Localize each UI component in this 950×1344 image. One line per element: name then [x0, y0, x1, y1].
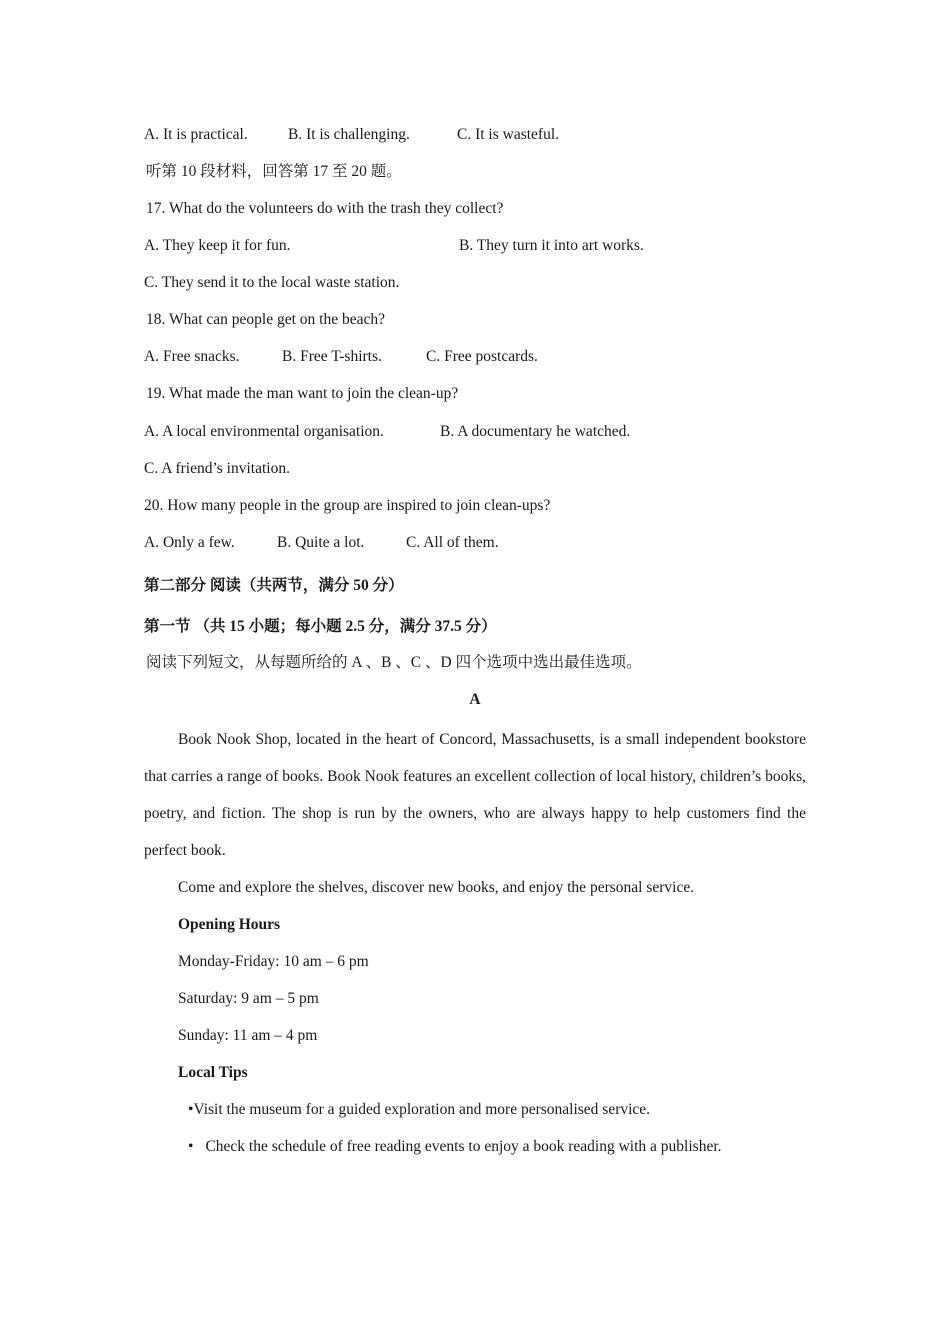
- reading-instruction: 阅读下列短文，从每题所给的 A 、B 、C 、D 四个选项中选出最佳选项。: [146, 654, 642, 671]
- passage-paragraph-1-text: Book Nook Shop, located in the heart of Concord, Massachusetts, is a small independent bookstore that carries a range of books. Book Nook features an excellent collection of local history, children’s books, poetry, and fiction. The shop is run by the owners, who are always happy to help customers find the perfect book.: [144, 731, 806, 859]
- part2-title: 第二部分 阅读（共两节，满分 50 分）: [144, 577, 404, 594]
- tip-item-2: [188, 1137, 722, 1157]
- q19-question: 19. What made the man want to join the clean-up?: [146, 385, 459, 402]
- hours-weekday: Monday-Friday: 10 am – 6 pm: [178, 953, 369, 970]
- q18-option-a: A. Free snacks.: [144, 348, 240, 365]
- hours-sunday: Sunday: 11 am – 4 pm: [178, 1027, 318, 1044]
- q17-option-c: C. They send it to the local waste station.: [144, 274, 400, 291]
- q18-option-b: B. Free T-shirts.: [282, 348, 382, 365]
- bullet-icon: •: [188, 1138, 194, 1155]
- q16-option-a: A. It is practical.: [144, 126, 248, 143]
- q18-option-c: C. Free postcards.: [426, 348, 538, 365]
- q17-option-b: B. They turn it into art works.: [459, 237, 644, 254]
- q19-option-c: C. A friend’s invitation.: [144, 460, 290, 477]
- q19-option-b: B. A documentary he watched.: [440, 423, 631, 440]
- opening-hours-heading: Opening Hours: [178, 916, 281, 933]
- passage-paragraph-1: [144, 721, 806, 869]
- tip-item-1: [188, 1100, 650, 1120]
- q16-option-b: B. It is challenging.: [288, 126, 410, 143]
- q19-option-a: A. A local environmental organisation.: [144, 423, 384, 440]
- passage-label: A: [469, 691, 481, 708]
- q20-option-a: A. Only a few.: [144, 534, 235, 551]
- hours-saturday: Saturday: 9 am – 5 pm: [178, 990, 319, 1007]
- tip-text-2: Check the schedule of free reading events to enjoy a book reading with a publisher.: [205, 1138, 722, 1155]
- bullet-icon: •: [188, 1101, 194, 1118]
- q16-option-c: C. It is wasteful.: [457, 126, 560, 143]
- listening-instruction: 听第 10 段材料，回答第 17 至 20 题。: [146, 163, 402, 180]
- section1-title: 第一节 （共 15 小题；每小题 2.5 分，满分 37.5 分）: [144, 618, 497, 635]
- q18-question: 18. What can people get on the beach?: [146, 311, 386, 328]
- q17-question: 17. What do the volunteers do with the trash they collect?: [146, 200, 504, 217]
- tip-text-1: Visit the museum for a guided exploration and more personalised service.: [193, 1101, 651, 1118]
- q20-question: 20. How many people in the group are inspired to join clean-ups?: [144, 497, 551, 514]
- passage-paragraph-2: Come and explore the shelves, discover new books, and enjoy the personal service.: [178, 879, 695, 896]
- q20-option-b: B. Quite a lot.: [277, 534, 365, 551]
- q20-option-c: C. All of them.: [406, 534, 499, 551]
- local-tips-heading: Local Tips: [178, 1064, 248, 1081]
- q17-option-a: A. They keep it for fun.: [144, 237, 291, 254]
